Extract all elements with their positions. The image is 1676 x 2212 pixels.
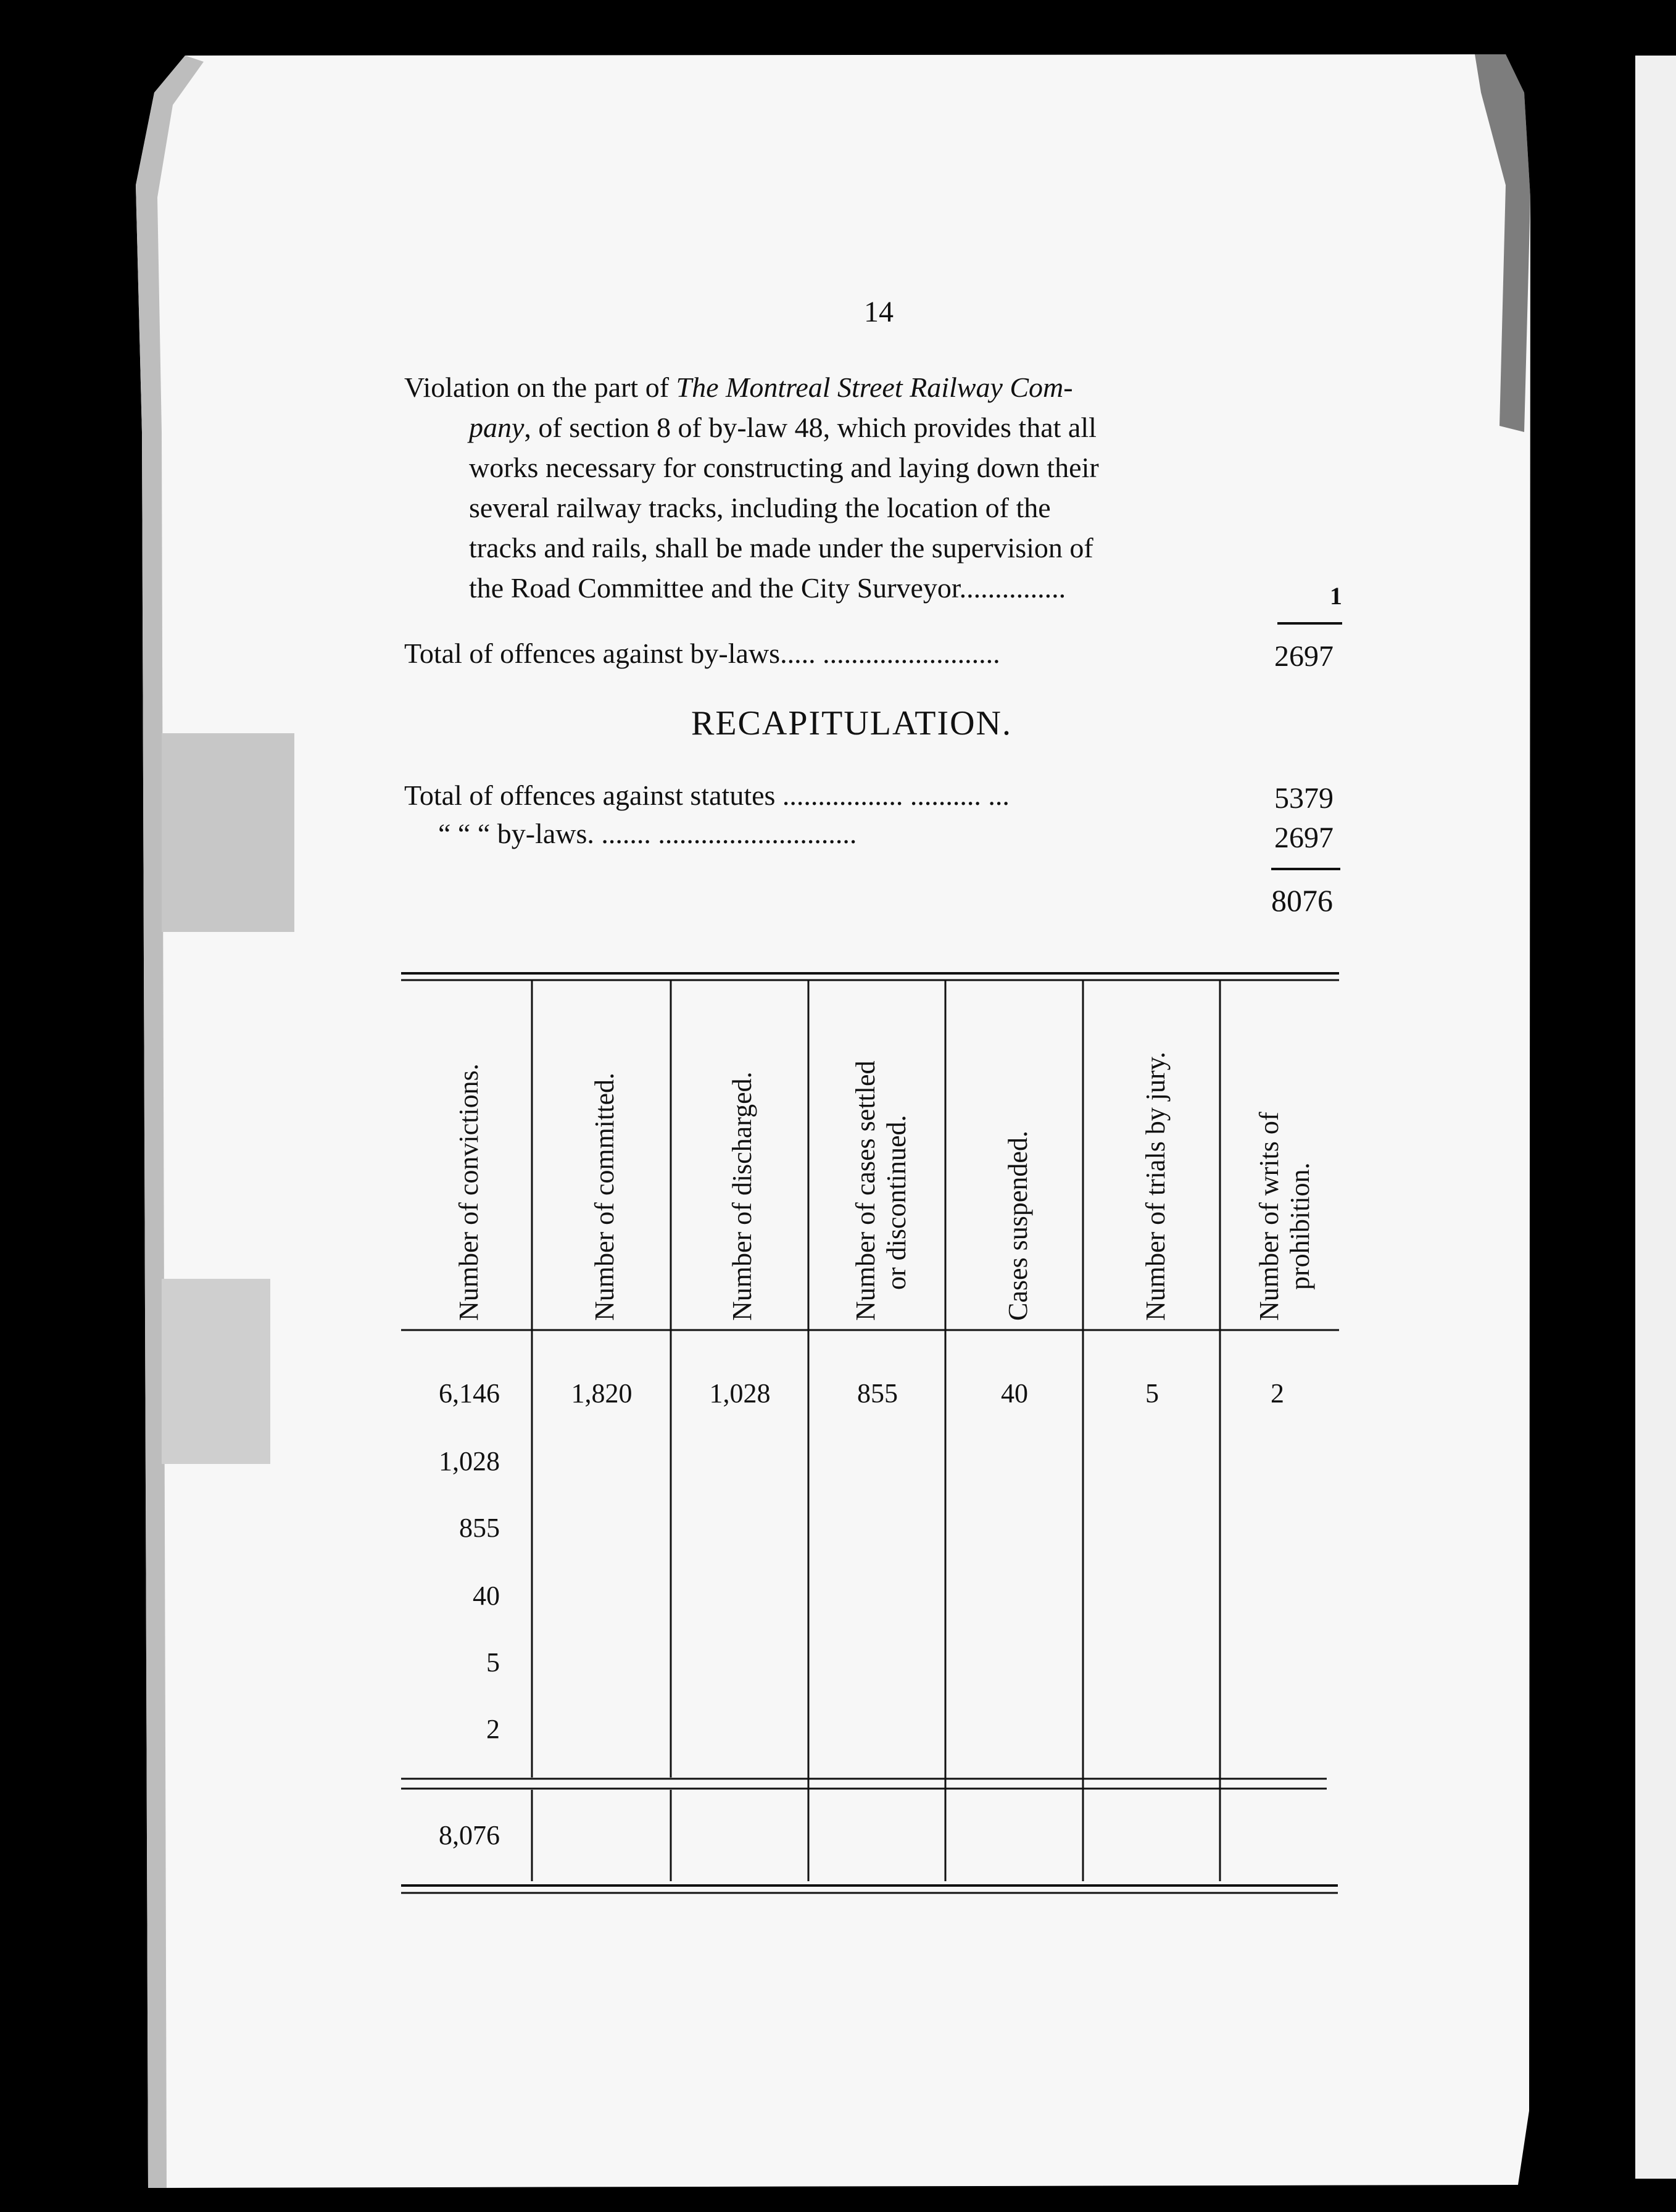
total-bylaws-value: 2697 (1274, 640, 1334, 673)
header-discharged: Number of discharged. (727, 1071, 757, 1321)
recap-grand-total: 8076 (1271, 883, 1333, 918)
header-suspended: Cases suspended. (1003, 1131, 1033, 1321)
recapitulation-title: RECAPITULATION. (691, 704, 1012, 742)
cell-settled: 855 (857, 1378, 898, 1408)
cell-committed: 1,820 (571, 1378, 633, 1408)
cell-writs: 2 (1271, 1378, 1284, 1408)
violation-line-2b: , of section 8 of by-law 48, which provides that all (524, 412, 1097, 443)
cell-suspended: 40 (1001, 1378, 1028, 1408)
violation-line-2a: pany (469, 412, 525, 443)
recap-bylaws-label: “ “ “ by-laws. ....... ............................ (438, 818, 857, 849)
header-committed: Number of committed. (589, 1072, 620, 1321)
breakdown-value: 40 (473, 1581, 500, 1611)
recap-statutes-value: 5379 (1274, 782, 1334, 815)
cell-jury: 5 (1145, 1378, 1159, 1408)
breakdown-value: 855 (459, 1513, 500, 1543)
tape-mark-bottom (162, 1279, 270, 1464)
cell-convictions: 6,146 (439, 1378, 500, 1408)
header-settled-2: or discontinued. (881, 1115, 911, 1290)
header-jury: Number of trials by jury. (1140, 1052, 1171, 1321)
recap-statutes-label: Total of offences against statutes ................. .......... ... (404, 780, 1010, 811)
header-writs-1: Number of writs of (1254, 1112, 1284, 1321)
total-bylaws-label: Total of offences against by-laws..... ......................... (404, 638, 1000, 669)
cell-discharged: 1,028 (709, 1378, 771, 1408)
violation-line-4: several railway tracks, including the location of the (469, 492, 1051, 523)
violation-paragraph (404, 367, 1099, 608)
recap-bylaws-value: 2697 (1274, 821, 1334, 854)
adjacent-page-edge (1635, 56, 1676, 2179)
header-writs-2: prohibition. (1285, 1162, 1315, 1290)
breakdown-value: 2 (486, 1714, 500, 1744)
violation-line-3: works necessary for constructing and laying down their (469, 452, 1099, 483)
page-number: 14 (864, 296, 894, 328)
header-settled-1: Number of cases settled (850, 1060, 881, 1321)
breakdown-value: 1,028 (439, 1446, 500, 1476)
violation-line-1a: Violation on the part of (404, 372, 676, 403)
header-convictions: Number of convictions. (454, 1063, 484, 1321)
violation-count: 1 (1330, 582, 1342, 610)
tape-mark-top (162, 733, 294, 932)
table-total: 8,076 (439, 1820, 500, 1850)
violation-line-5: tracks and rails, shall be made under the supervision of (469, 532, 1093, 563)
violation-line-6: the Road Committee and the City Surveyor............... (469, 572, 1066, 604)
breakdown-value: 5 (486, 1647, 500, 1678)
violation-line-1b: The Montreal Street Railway Com- (676, 372, 1073, 403)
